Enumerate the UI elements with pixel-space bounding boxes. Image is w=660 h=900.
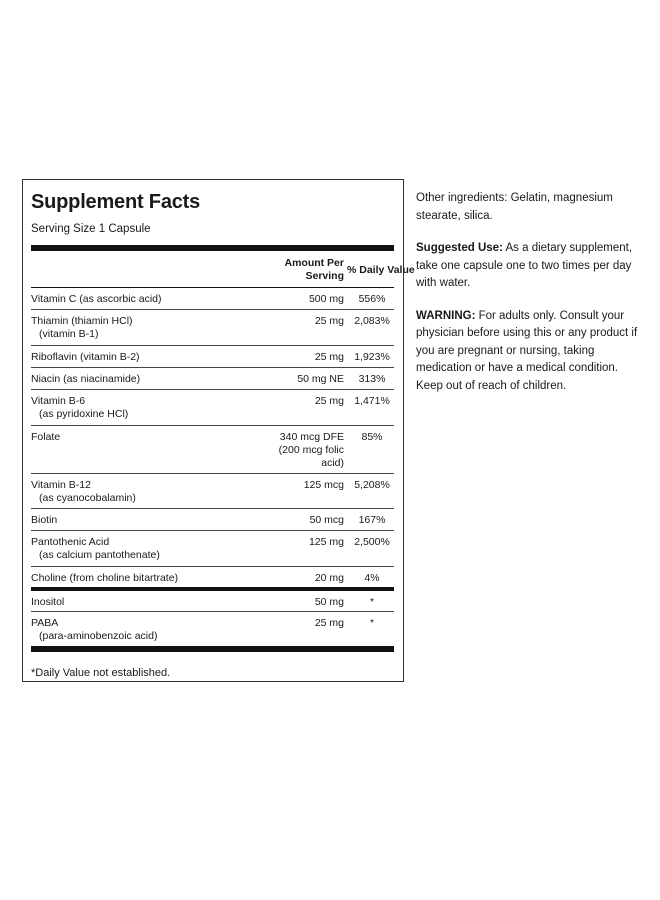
nutrient-daily-value: 2,083% — [354, 315, 390, 327]
nutrient-amount: 25 mg — [314, 617, 344, 629]
nutrient-row — [31, 531, 394, 567]
nutrient-daily-value: 313% — [358, 373, 386, 385]
warning-label: WARNING: — [416, 309, 476, 322]
facts-title: Supplement Facts — [31, 191, 201, 213]
nutrient-daily-value: 167% — [358, 514, 386, 526]
nutrient-row — [31, 567, 394, 587]
nutrient-daily-value: 2,500% — [354, 536, 390, 548]
nutrient-row — [31, 288, 394, 310]
nutrient-row — [31, 390, 394, 426]
nutrient-amount: 25 mg — [314, 395, 344, 407]
serving-size: Serving Size 1 Capsule — [31, 223, 151, 235]
nutrient-name: Vitamin B-12 (as cyanocobalamin) — [31, 479, 251, 505]
nutrient-name: Folate — [31, 431, 61, 443]
nutrient-name: Thiamin (thiamin HCl) (vitamin B-1) — [31, 315, 251, 341]
nutrient-row — [31, 591, 394, 612]
nutrient-daily-value: 5,208% — [354, 479, 390, 491]
daily-value-footnote: *Daily Value not established. — [31, 667, 171, 679]
nutrient-name: Biotin — [31, 514, 58, 526]
nutrient-row — [31, 612, 394, 646]
nutrient-name: Inositol — [31, 596, 65, 608]
nutrient-row — [31, 474, 394, 509]
thick-divider — [31, 646, 394, 652]
nutrient-amount: 25 mg — [314, 315, 344, 327]
nutrient-daily-value: 1,471% — [354, 395, 390, 407]
nutrient-name: PABA (para-aminobenzoic acid) — [31, 617, 251, 643]
nutrient-daily-value: * — [369, 596, 375, 608]
nutrient-name: Vitamin C (as ascorbic acid) — [31, 293, 162, 305]
nutrient-amount: 125 mcg — [303, 479, 344, 491]
nutrient-daily-value: 4% — [364, 572, 380, 584]
facts-header-row — [31, 251, 415, 288]
suggested-use: Suggested Use: As a dietary supplement, take one capsule one to two times per day with water. — [416, 242, 633, 289]
nutrient-amount: 340 mcg DFE (200 mcg folic acid) — [278, 431, 344, 469]
nutrient-amount: 500 mg — [308, 293, 344, 305]
nutrient-daily-value: * — [369, 617, 375, 629]
nutrient-subname: (as pyridoxine HCl) — [39, 408, 129, 420]
nutrient-subname: (para-aminobenzoic acid) — [39, 630, 158, 642]
nutrient-name: Vitamin B-6 (as pyridoxine HCl) — [31, 395, 251, 421]
nutrient-name: Pantothenic Acid (as calcium pantothenate) — [31, 536, 251, 562]
nutrient-name: Niacin (as niacinamide) — [31, 373, 141, 385]
warning: WARNING: For adults only. Consult your physician before using this or any product if you are pregnant or nursing, taking medication or have a medical condition. Keep out of reach of children. — [416, 309, 638, 392]
nutrient-daily-value: 556% — [358, 293, 386, 305]
nutrient-amount: 125 mg — [308, 536, 344, 548]
nutrient-subname: (vitamin B-1) — [39, 328, 99, 340]
nutrient-subname: (as cyanocobalamin) — [39, 492, 136, 504]
nutrient-amount: 25 mg — [314, 351, 344, 363]
nutrient-amount: 50 mg NE — [297, 373, 344, 385]
nutrient-row — [31, 426, 394, 474]
nutrient-row — [31, 368, 394, 390]
nutrient-daily-value: 1,923% — [354, 351, 390, 363]
nutrient-daily-value: 85% — [361, 431, 383, 443]
nutrient-name: Choline (from choline bitartrate) — [31, 572, 179, 584]
nutrient-name: Riboflavin (vitamin B-2) — [31, 351, 140, 363]
side-text-column — [416, 190, 648, 410]
amount-per-serving-header: Amount Per Serving — [284, 257, 344, 282]
other-ingredients: Other ingredients: Gelatin, magnesium stearate, silica. — [416, 192, 613, 222]
daily-value-header: % Daily Value — [347, 264, 415, 276]
nutrient-row — [31, 310, 394, 346]
nutrient-amount: 50 mcg — [309, 514, 344, 526]
nutrient-row — [31, 346, 394, 368]
supplement-facts-panel — [22, 179, 415, 682]
suggested-use-label: Suggested Use: — [416, 242, 503, 254]
nutrient-row — [31, 509, 394, 531]
nutrient-amount: 50 mg — [314, 596, 344, 608]
nutrient-amount: 20 mg — [314, 572, 344, 584]
nutrient-subname: (as calcium pantothenate) — [39, 549, 160, 561]
